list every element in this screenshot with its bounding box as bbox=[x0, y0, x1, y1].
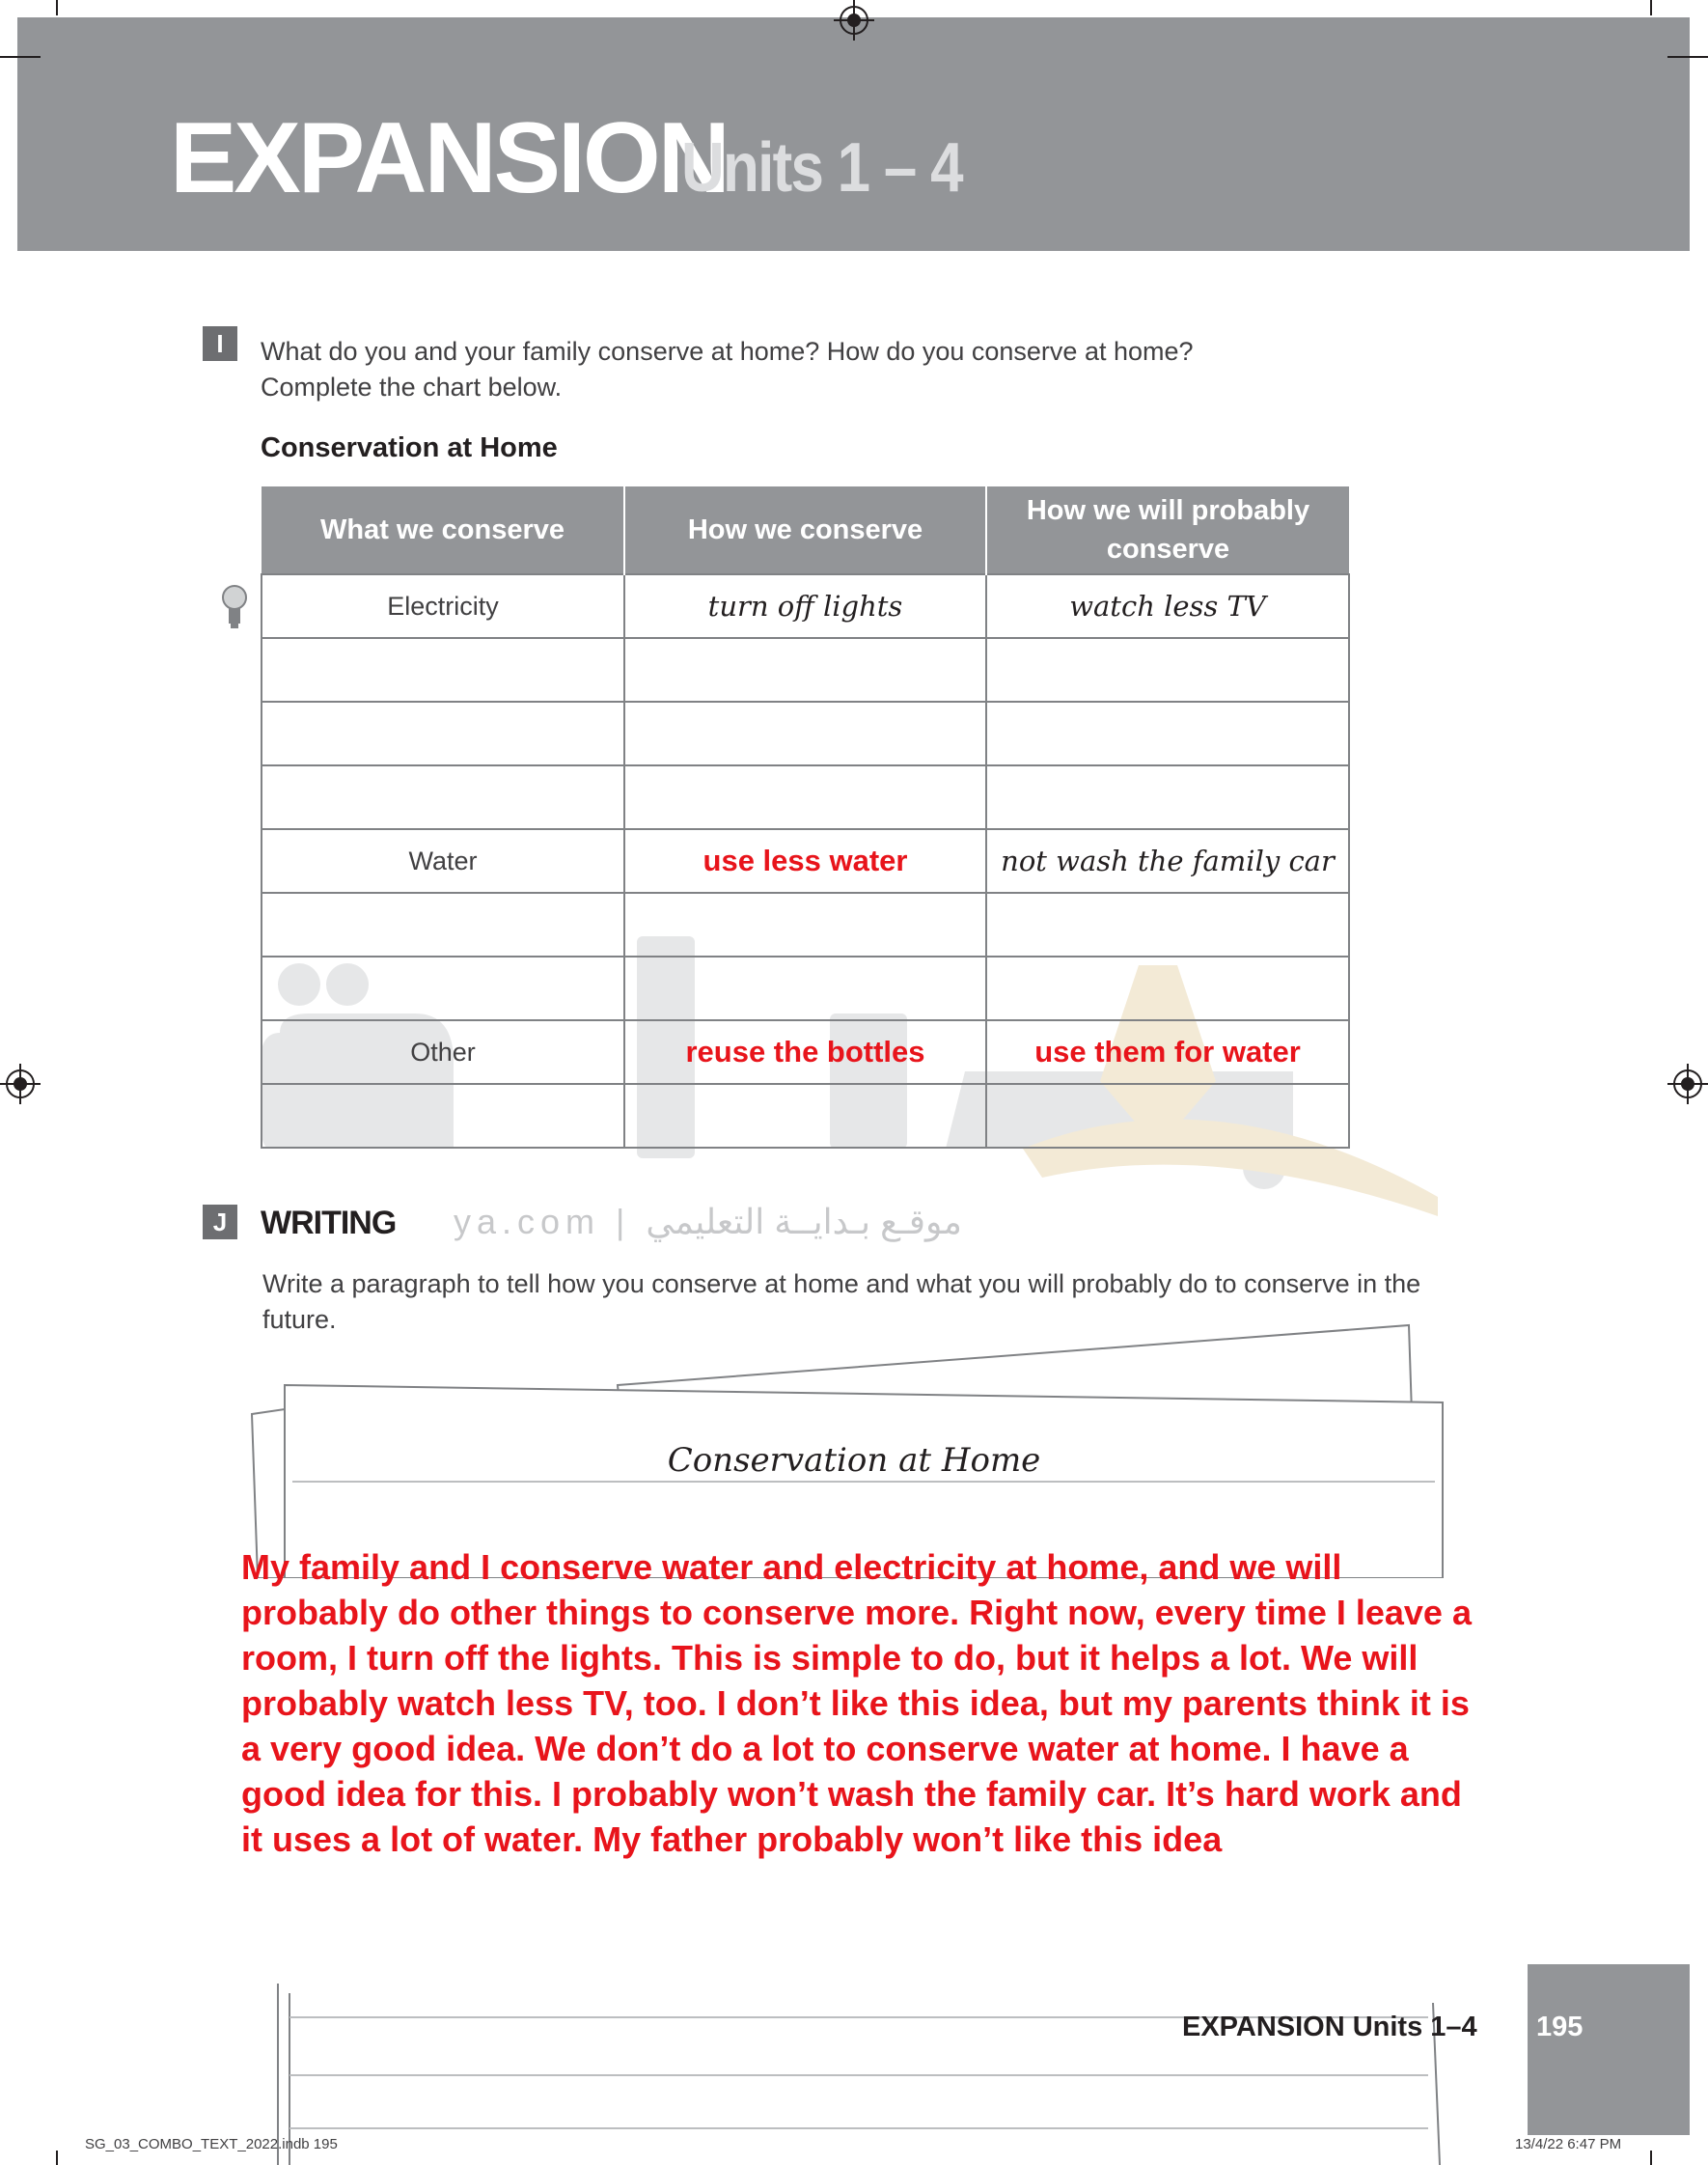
table-row bbox=[262, 574, 1349, 638]
table-row bbox=[262, 957, 1349, 1020]
table-cell bbox=[986, 702, 1349, 765]
table-cell: reuse the bottles bbox=[624, 1020, 986, 1084]
instruction-line: Complete the chart below. bbox=[261, 373, 563, 402]
print-slug-left: SG_03_COMBO_TEXT_2022.indb 195 bbox=[85, 2136, 338, 2152]
column-header: How we conserve bbox=[624, 486, 986, 574]
table-row bbox=[262, 893, 1349, 957]
table-cell: Other bbox=[262, 1020, 624, 1084]
table-cell: Electricity bbox=[262, 574, 624, 638]
column-header: What we conserve bbox=[262, 486, 624, 574]
table-cell bbox=[262, 1084, 624, 1148]
crop-mark bbox=[0, 56, 41, 58]
section-badge-i: I bbox=[203, 326, 237, 361]
table-cell bbox=[624, 893, 986, 957]
table-cell: watch less TV bbox=[986, 574, 1349, 638]
table-row bbox=[262, 638, 1349, 702]
table-row bbox=[262, 829, 1349, 893]
page-tab bbox=[1528, 1964, 1690, 2135]
crop-mark bbox=[56, 0, 58, 15]
table-cell: use less water bbox=[624, 829, 986, 893]
table-cell bbox=[262, 765, 624, 829]
registration-mark-icon bbox=[840, 6, 868, 35]
instruction-text bbox=[261, 334, 1194, 405]
table-cell bbox=[986, 957, 1349, 1020]
table-cell bbox=[624, 638, 986, 702]
crop-mark bbox=[1650, 0, 1652, 15]
writing-heading: WRITING bbox=[261, 1205, 397, 1241]
watermark-text: ya.com | موقـع بـدايــة التعليمي bbox=[454, 1202, 962, 1241]
writing-paragraph: My family and I conserve water and electricity at home, and we will probably do other things to conserve more. Right now, every time I leave a room, I turn off the lights. This is simple to do, but it helps a lot. We will probably watch less TV, too. I don’t like this idea, but my parents think it is a very good idea. We don’t do a lot to conserve water at home. I have a good idea for this. I probably won’t wash the family car. It’s hard work and it uses a lot of water. My father probably won’t like this idea bbox=[241, 1547, 1472, 1859]
chart-title: Conservation at Home bbox=[261, 432, 558, 463]
table-cell bbox=[262, 638, 624, 702]
table-cell bbox=[986, 893, 1349, 957]
table-cell bbox=[262, 702, 624, 765]
table-row bbox=[262, 1020, 1349, 1084]
column-header: How we will probably conserve bbox=[986, 486, 1349, 574]
table-cell: not wash the family car bbox=[986, 829, 1349, 893]
table-cell bbox=[262, 957, 624, 1020]
conservation-table bbox=[261, 486, 1350, 1149]
section-badge-j: J bbox=[203, 1205, 237, 1239]
registration-mark-icon bbox=[1673, 1069, 1702, 1098]
footer-title: EXPANSION Units 1–4 bbox=[1182, 2012, 1477, 2042]
table-cell bbox=[986, 638, 1349, 702]
table-cell bbox=[986, 1084, 1349, 1148]
print-slug-right: 13/4/22 6:47 PM bbox=[1515, 2136, 1622, 2152]
table-row bbox=[262, 1084, 1349, 1148]
page-title: EXPANSION bbox=[170, 102, 728, 214]
table-cell bbox=[624, 765, 986, 829]
table-row bbox=[262, 702, 1349, 765]
registration-mark-icon bbox=[6, 1069, 35, 1098]
table-cell bbox=[624, 957, 986, 1020]
sheet-title: Conservation at Home bbox=[667, 1441, 1041, 1480]
table-header-row bbox=[262, 486, 1349, 574]
writing-instruction: Write a paragraph to tell how you conserve at home and what you will probably do to conserve in the future. bbox=[262, 1269, 1421, 1334]
crop-mark bbox=[1650, 2151, 1652, 2165]
lightbulb-icon bbox=[220, 583, 249, 631]
table-cell: Water bbox=[262, 829, 624, 893]
crop-mark bbox=[56, 2151, 58, 2165]
table-cell: turn off lights bbox=[624, 574, 986, 638]
table-cell bbox=[262, 893, 624, 957]
table-cell bbox=[624, 702, 986, 765]
table-cell: use them for water bbox=[986, 1020, 1349, 1084]
instruction-line: What do you and your family conserve at home? How do you conserve at home? bbox=[261, 337, 1194, 366]
table-cell bbox=[624, 1084, 986, 1148]
page-subtitle: Units 1 – 4 bbox=[681, 129, 962, 207]
table-cell bbox=[986, 765, 1349, 829]
page-number: 195 bbox=[1536, 2012, 1584, 2042]
table-row bbox=[262, 765, 1349, 829]
crop-mark bbox=[1667, 56, 1708, 58]
